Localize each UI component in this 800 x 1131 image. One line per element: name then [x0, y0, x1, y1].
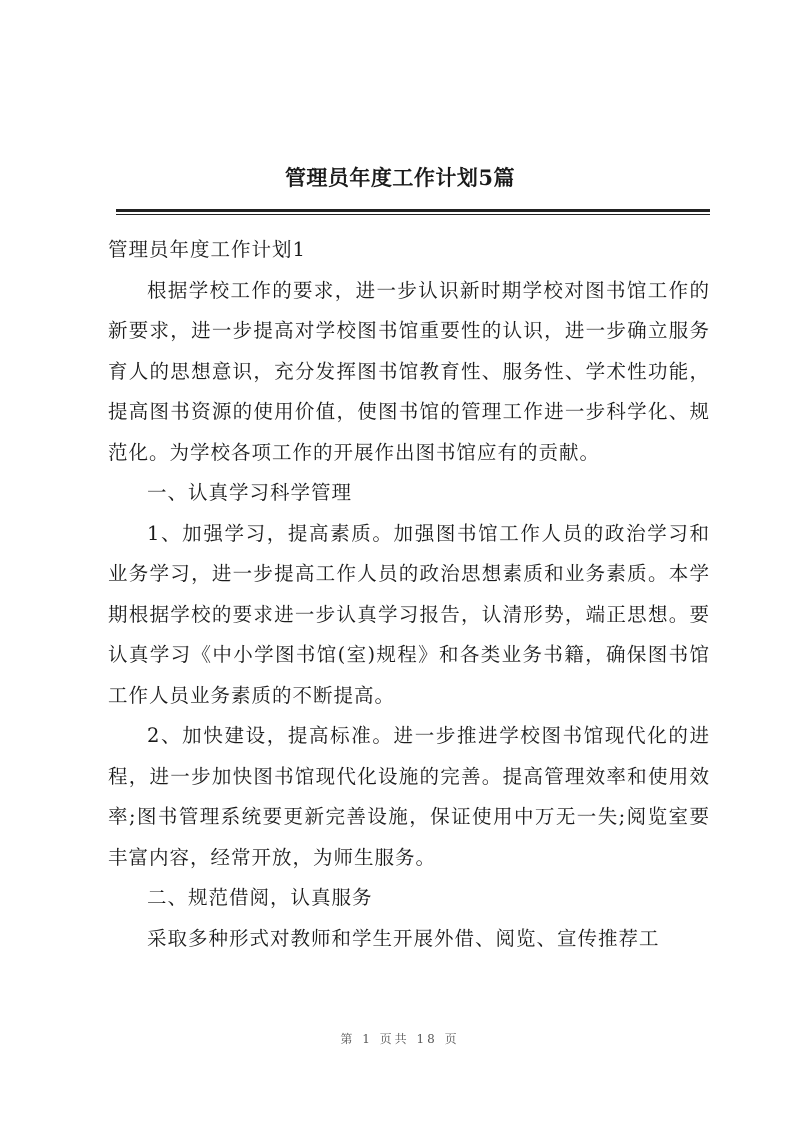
paragraph-study: 1、加强学习，提高素质。加强图书馆工作人员的政治学习和业务学习，进一步提高工作人员的政治思想素质和业务素质。本学期根据学校的要求进一步认真学习报告，认清形势，端正思想。要认真学习《中小学图书馆(室)规程》和各类业务书籍，确保图书馆工作人员业务素质的不断提高。 [108, 521, 710, 707]
title-rule-thin [116, 214, 710, 215]
paragraph-construction: 2、加快建设，提高标准。进一步推进学校图书馆现代化的进程，进一步加快图书馆现代化设施的完善。提高管理效率和使用效率;图书管理系统要更新完善设施，保证使用中万无一失;阅览室要丰富内容，经常开放，为师生服务。 [108, 724, 710, 869]
page-number-footer: 第 1 页共 18 页 [340, 1032, 460, 1046]
section-title: 管理员年度工作计划1 [108, 238, 306, 261]
title-rule-thick [116, 209, 710, 212]
paragraph-borrowing: 采取多种形式对教师和学生开展外借、阅览、宣传推荐工 [147, 926, 660, 950]
heading-study-management: 一、认真学习科学管理 [147, 481, 353, 504]
document-body [108, 230, 710, 959]
document-title: 管理员年度工作计划5篇 [284, 165, 516, 190]
paragraph-intro: 根据学校工作的要求，进一步认识新时期学校对图书馆工作的新要求，进一步提高对学校图书馆重要性的认识，进一步确立服务育人的思想意识，充分发挥图书馆教育性、服务性、学术性功能，提高图书资源的使用价值，使图书馆的管理工作进一步科学化、规范化。为学校各项工作的开展作出图书馆应有的贡献。 [108, 278, 710, 464]
heading-borrowing-service: 二、规范借阅，认真服务 [147, 886, 373, 909]
